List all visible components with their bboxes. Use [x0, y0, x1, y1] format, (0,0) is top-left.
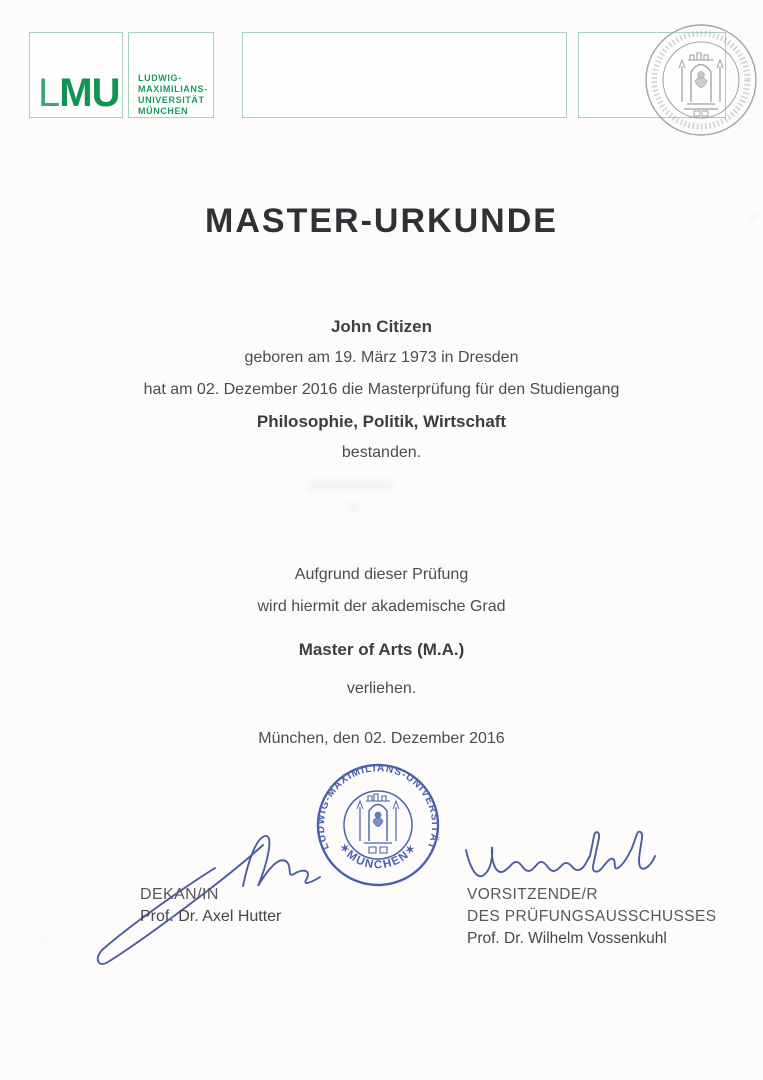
lmu-logo-box [29, 32, 123, 118]
award-line-2: wird hiermit der akademische Grad [257, 598, 506, 615]
lmu-logo [38, 73, 119, 113]
date-line: München, den 02. Dezember 2016 [258, 730, 505, 747]
chairman-signature [450, 820, 670, 890]
header-empty-box [242, 32, 567, 118]
chairman-role-label-line2: DES PRÜFUNGSAUSSCHUSSES [467, 908, 717, 925]
dean-signature-block [140, 884, 281, 928]
lmu-logo-letters-mu: MU [59, 71, 120, 115]
lmu-logo-letter-l: L [38, 71, 60, 115]
erased-text-artifact [307, 480, 393, 492]
stamp-ring-text-bottom: ✶MÜNCHEN✶ [336, 841, 420, 872]
document-title: MASTER-URKUNDE [205, 202, 558, 240]
degree-name: Master of Arts (M.A.) [298, 640, 465, 659]
seal-madonna-emblem [679, 53, 723, 116]
award-line-1: Aufgrund dieser Prüfung [294, 566, 469, 583]
exam-line: hat am 02. Dezember 2016 die Masterprüfung für den Studiengang [143, 381, 620, 398]
university-ink-stamp [308, 755, 448, 895]
conferred-line: verliehen. [346, 680, 417, 697]
birth-line: geboren am 19. März 1973 in Dresden [244, 349, 519, 366]
svg-text:LUDWIG-MAXIMILIANS-UNIVERSITÄT [316, 763, 442, 851]
university-name-line1: LUDWIG- [138, 73, 182, 83]
university-name-line4: MÜNCHEN [138, 106, 189, 116]
dean-name: Prof. Dr. Axel Hutter [140, 908, 282, 925]
scan-speck [750, 214, 756, 219]
university-embossed-seal [641, 20, 761, 140]
stamp-emblem [357, 794, 399, 853]
stamp-ring-text-top: LUDWIG-MAXIMILIANS-UNIVERSITÄT [315, 763, 441, 852]
graduate-name: John Citizen [330, 317, 433, 336]
scan-speck [38, 938, 46, 942]
university-name-line3: UNIVERSITÄT [138, 95, 205, 105]
svg-text:✶MÜNCHEN✶ [336, 841, 419, 871]
chairman-signature-block [467, 884, 717, 950]
university-name-line2: MAXIMILIANS- [138, 84, 208, 94]
study-program: Philosophie, Politik, Wirtschaft [256, 412, 507, 431]
university-name [138, 73, 208, 117]
dean-role-label: DEKAN/IN [140, 886, 219, 903]
scan-speck [346, 502, 360, 511]
chairman-name: Prof. Dr. Wilhelm Vossenkuhl [467, 930, 667, 947]
chairman-role-label-line1: VORSITZENDE/R [467, 886, 598, 903]
university-name-box [128, 32, 214, 118]
passed-line: bestanden. [341, 444, 422, 461]
